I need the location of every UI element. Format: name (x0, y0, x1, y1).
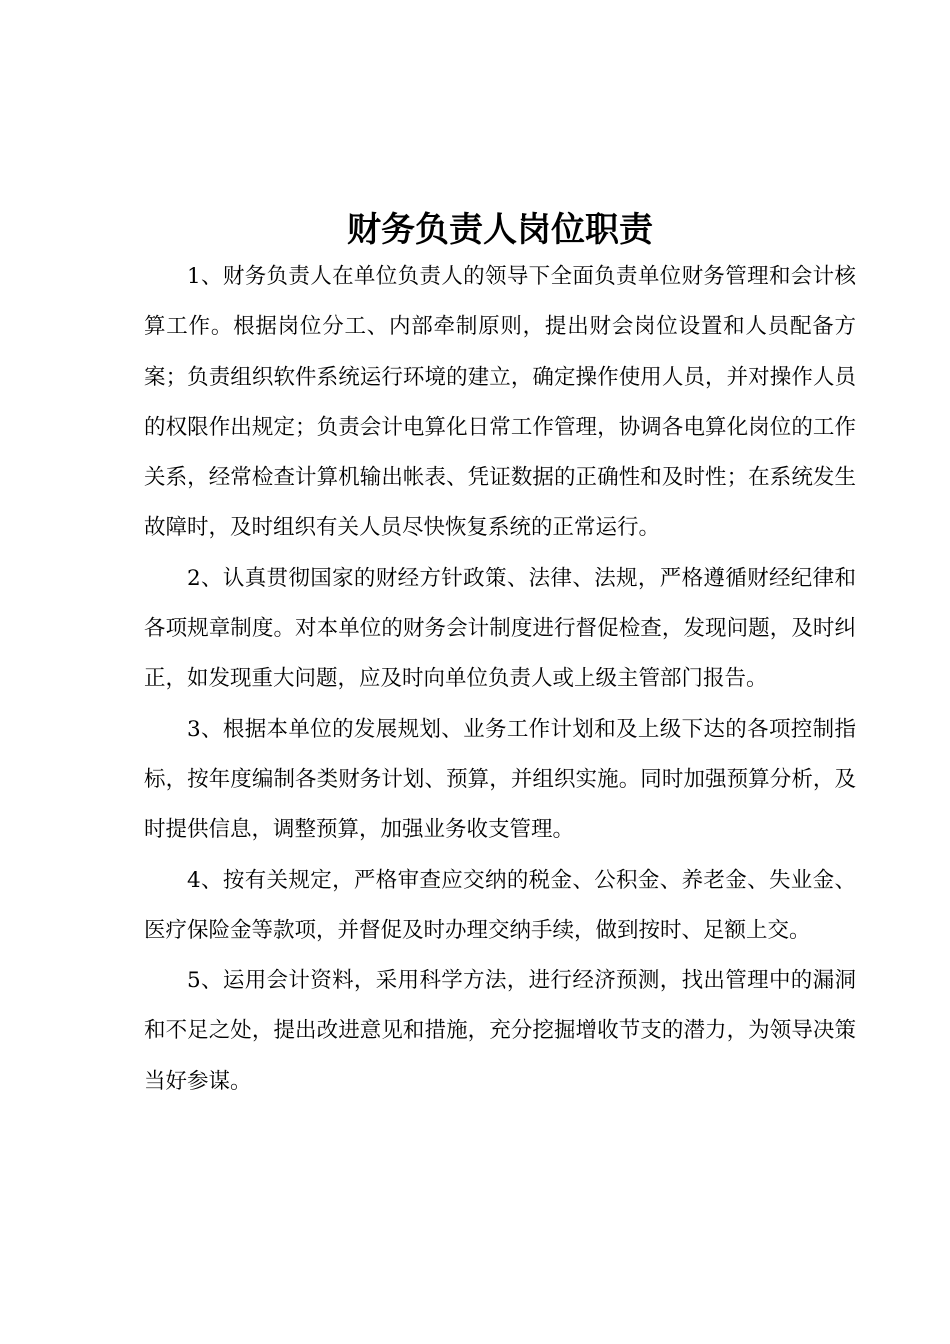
paragraph-3: 3、根据本单位的发展规划、业务工作计划和及上级下达的各项控制指标，按年度编制各类财务计划、预算，并组织实施。同时加强预算分析，及时提供信息，调整预算，加强业务收支管理。 (144, 716, 856, 843)
paragraph-1: 1、财务负责人在单位负责人的领导下全面负责单位财务管理和会计核算工作。根据岗位分工、内部牵制原则，提出财会岗位设置和人员配备方案；负责组织软件系统运行环境的建立，确定操作使用人员，并对操作人员的权限作出规定；负责会计电算化日常工作管理，协调各电算化岗位的工作关系，经常检查计算机输出帐表、凭证数据的正确性和及时性；在系统发生故障时，及时组织有关人员尽快恢复系统的正常运行。 (144, 264, 856, 541)
paragraph-2: 2、认真贯彻国家的财经方针政策、法律、法规，严格遵循财经纪律和各项规章制度。对本单位的财务会计制度进行督促检查，发现问题，及时纠正，如发现重大问题，应及时向单位负责人或上级主管部门报告。 (144, 565, 856, 692)
paragraph-4: 4、按有关规定，严格审查应交纳的税金、公积金、养老金、失业金、医疗保险金等款项，并督促及时办理交纳手续，做到按时、足额上交。 (144, 867, 856, 943)
page-title: 财务负责人岗位职责 (347, 210, 653, 250)
paragraph-5: 5、运用会计资料，采用科学方法，进行经济预测，找出管理中的漏洞和不足之处，提出改进意见和措施，充分挖掘增收节支的潜力，为领导决策当好参谋。 (144, 968, 856, 1094)
document-body (144, 252, 856, 1107)
